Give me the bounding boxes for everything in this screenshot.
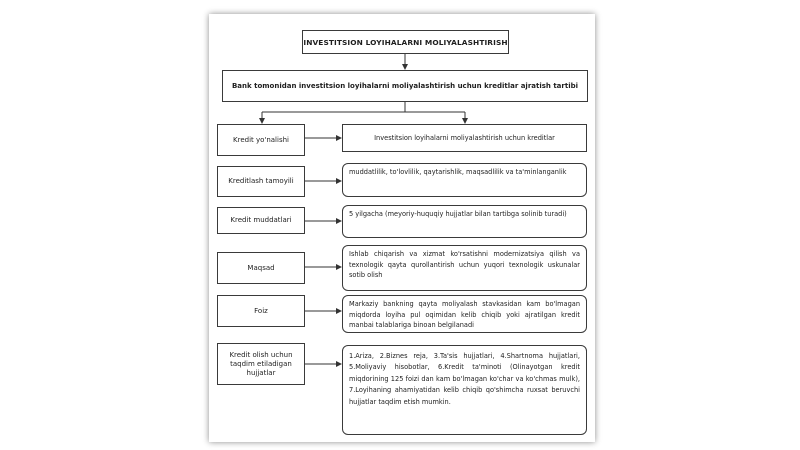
row-text-kredit-yonalishi: Investitsion loyihalarni moliyalashtirish uchun kreditlar (342, 124, 587, 152)
row-text-kreditlash-tamoyili: muddatlilik, to'lovlilik, qaytarishlik, maqsadlilik va ta'minlanganlik (342, 163, 587, 197)
row-text-hujjatlar: 1.Ariza, 2.Biznes reja, 3.Ta'sis hujjatlari, 4.Shartnoma hujjatlari, 5.Moliyaviy hisobotlar, 6.Kredit ta'minoti (Olinayotgan kredit miqdorining 125 foizi dan kam bo'lmagan ko'char va ko'chmas mulk), 7.Loyihaning ahamiyatidan kelib chiqib qo'shimcha ruxsat beruvchi hujjatlar taqdim etish mumkin. (342, 345, 587, 435)
row-label-foiz: Foiz (217, 295, 305, 327)
row-label-kredit-muddatlari: Kredit muddatlari (217, 207, 305, 234)
row-label-maqsad: Maqsad (217, 252, 305, 284)
row-text-kredit-muddatlari: 5 yilgacha (meyoriy-huquqiy hujjatlar bilan tartibga solinib turadi) (342, 205, 587, 238)
row-text-foiz: Markaziy bankning qayta moliyalash stavkasidan kam bo'lmagan miqdorda loyiha pul oqimidan kelib chiqib yoki ajratilgan kredit manbai talablariga binoan belgilanadi (342, 295, 587, 333)
row-text-maqsad: Ishlab chiqarish va xizmat ko'rsatishni modernizatsiya qilish va texnologik qayta qurollantirish uchun yuqori texnologik uskunalar sotib olish (342, 245, 587, 291)
row-label-kredit-yonalishi: Kredit yo'nalishi (217, 124, 305, 156)
row-label-hujjatlar: Kredit olish uchun taqdim etiladigan hujjatlar (217, 343, 305, 385)
diagram-title: INVESTITSION LOYIHALARNI MOLIYALASHTIRISH (302, 30, 509, 54)
diagram-subtitle: Bank tomonidan investitsion loyihalarni moliyalashtirish uchun kreditlar ajratish tartibi (222, 70, 588, 102)
row-label-kreditlash-tamoyili: Kreditlash tamoyili (217, 166, 305, 197)
